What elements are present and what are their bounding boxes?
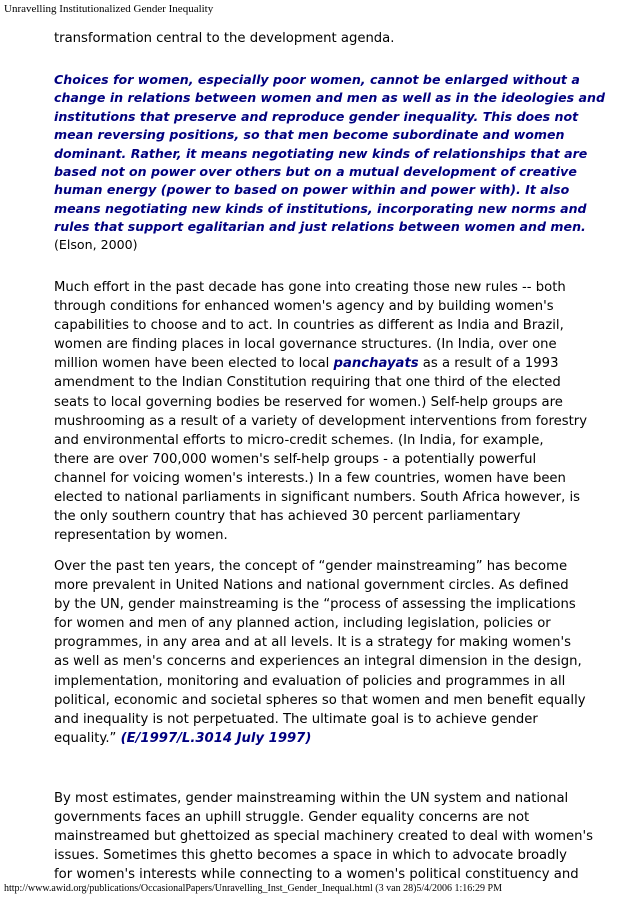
paragraph-3-line: governments faces an uphill struggle. Gender equality concerns are not [54, 810, 530, 826]
paragraph-2-last-line: equality.” (E/1997/L.3014 July 1997) [54, 730, 312, 746]
quote-line: institutions that preserve and reproduce gender inequality. This does not [54, 108, 579, 124]
paragraph-3-line: mainstreamed but ghettoized as special machinery created to deal with women's [54, 829, 593, 845]
paragraph-3-line: By most estimates, gender mainstreaming within the UN system and national [54, 791, 569, 806]
quote-line: mean reversing positions, so that men become subordinate and women [54, 127, 565, 143]
paragraph-2-line: for women and men of any planned action, including legislation, policies or [54, 616, 551, 632]
paragraph-2-line: and inequality is not perpetuated. The ultimate goal is to achieve gender [54, 711, 538, 727]
paragraph-1-line: seats to local governing bodies be reserved for women.) Self-help groups are [54, 394, 563, 410]
running-header: Unravelling Institutionalized Gender Inequality [4, 3, 214, 15]
paragraph-1-line-panchayats: million women have been elected to local panchayats as a result of a 1993 [54, 356, 559, 372]
paragraph-1-line: Much effort in the past decade has gone into creating those new rules -- both [54, 280, 566, 295]
block-quote [54, 71, 605, 237]
paragraph-1-line: mushrooming as a result of a variety of development interventions from forestry [54, 413, 587, 429]
paragraph-2-line: more prevalent in United Nations and national government circles. As defined [54, 578, 569, 594]
paragraph-3-line: issues. Sometimes this ghetto becomes a space in which to advocate broadly [54, 848, 567, 864]
paragraph-2-line: as well as men's concerns and experiences an integral dimension in the design, [54, 654, 582, 670]
intro-line: transformation central to the development agenda. [54, 31, 395, 46]
paragraph-1-line: channel for voicing women's interests.) In a few countries, women have been [54, 470, 566, 486]
paragraph-3-line: for women's interests while connecting to a women's political constituency and [54, 867, 579, 883]
paragraph-1-line: representation by women. [54, 528, 228, 544]
paragraph-3 [54, 789, 593, 884]
paragraph-1 [54, 278, 587, 545]
un-reference: (E/1997/L.3014 July 1997) [120, 730, 312, 746]
paragraph-1-line: there are over 700,000 women's self-help groups - a potentially powerful [54, 451, 537, 467]
paragraph-2-line: political, economic and societal spheres so that women and men benefit equally [54, 692, 586, 708]
quote-citation: (Elson, 2000) [54, 237, 138, 252]
paragraph-1-line: women are finding places in local governance structures. (In India, over one [54, 337, 557, 353]
quote-line: Choices for women, especially poor women, cannot be enlarged without a [54, 72, 580, 87]
paragraph-2-line: Over the past ten years, the concept of “gender mainstreaming” has become [54, 559, 568, 574]
page-footer-url: http://www.awid.org/publications/OccasionalPapers/Unravelling_Inst_Gender_Inequal.html (3 van 28)5/4/2006 1:16:29 PM [4, 883, 502, 894]
quote-line: dominant. Rather, it means negotiating new kinds of relationships that are [54, 145, 588, 161]
quote-line: human energy (power to based on power within and power with). It also [54, 182, 570, 198]
quote-line: means negotiating new kinds of institutions, incorporating new norms and [54, 200, 587, 216]
paragraph-1-line: the only southern country that has achieved 30 percent parliamentary [54, 509, 521, 525]
paragraph-2 [54, 557, 586, 748]
paragraph-1-line: amendment to the Indian Constitution requiring that one third of the elected [54, 375, 561, 391]
quote-line: rules that support egalitarian and just relations between women and men. [54, 219, 586, 235]
paragraph-1-line: and environmental efforts to micro-credit schemes. (In India, for example, [54, 432, 544, 448]
quote-line: change in relations between women and men as well as in the ideologies and [54, 90, 605, 106]
paragraph-2-line: by the UN, gender mainstreaming is the “process of assessing the implications [54, 597, 576, 613]
paragraph-1-line: through conditions for enhanced women's agency and by building women's [54, 299, 554, 315]
paragraph-1-line: elected to national parliaments in significant numbers. South Africa however, is [54, 490, 581, 506]
panchayats-term: panchayats [333, 356, 419, 372]
quote-line: based not on power over others but on a mutual development of creative [54, 164, 577, 180]
paragraph-1-line: capabilities to choose and to act. In countries as different as India and Brazil, [54, 318, 564, 334]
paragraph-2-line: implementation, monitoring and evaluation of policies and programmes in all [54, 673, 566, 689]
paragraph-2-line: programmes, in any area and at all levels. It is a strategy for making women's [54, 635, 572, 651]
